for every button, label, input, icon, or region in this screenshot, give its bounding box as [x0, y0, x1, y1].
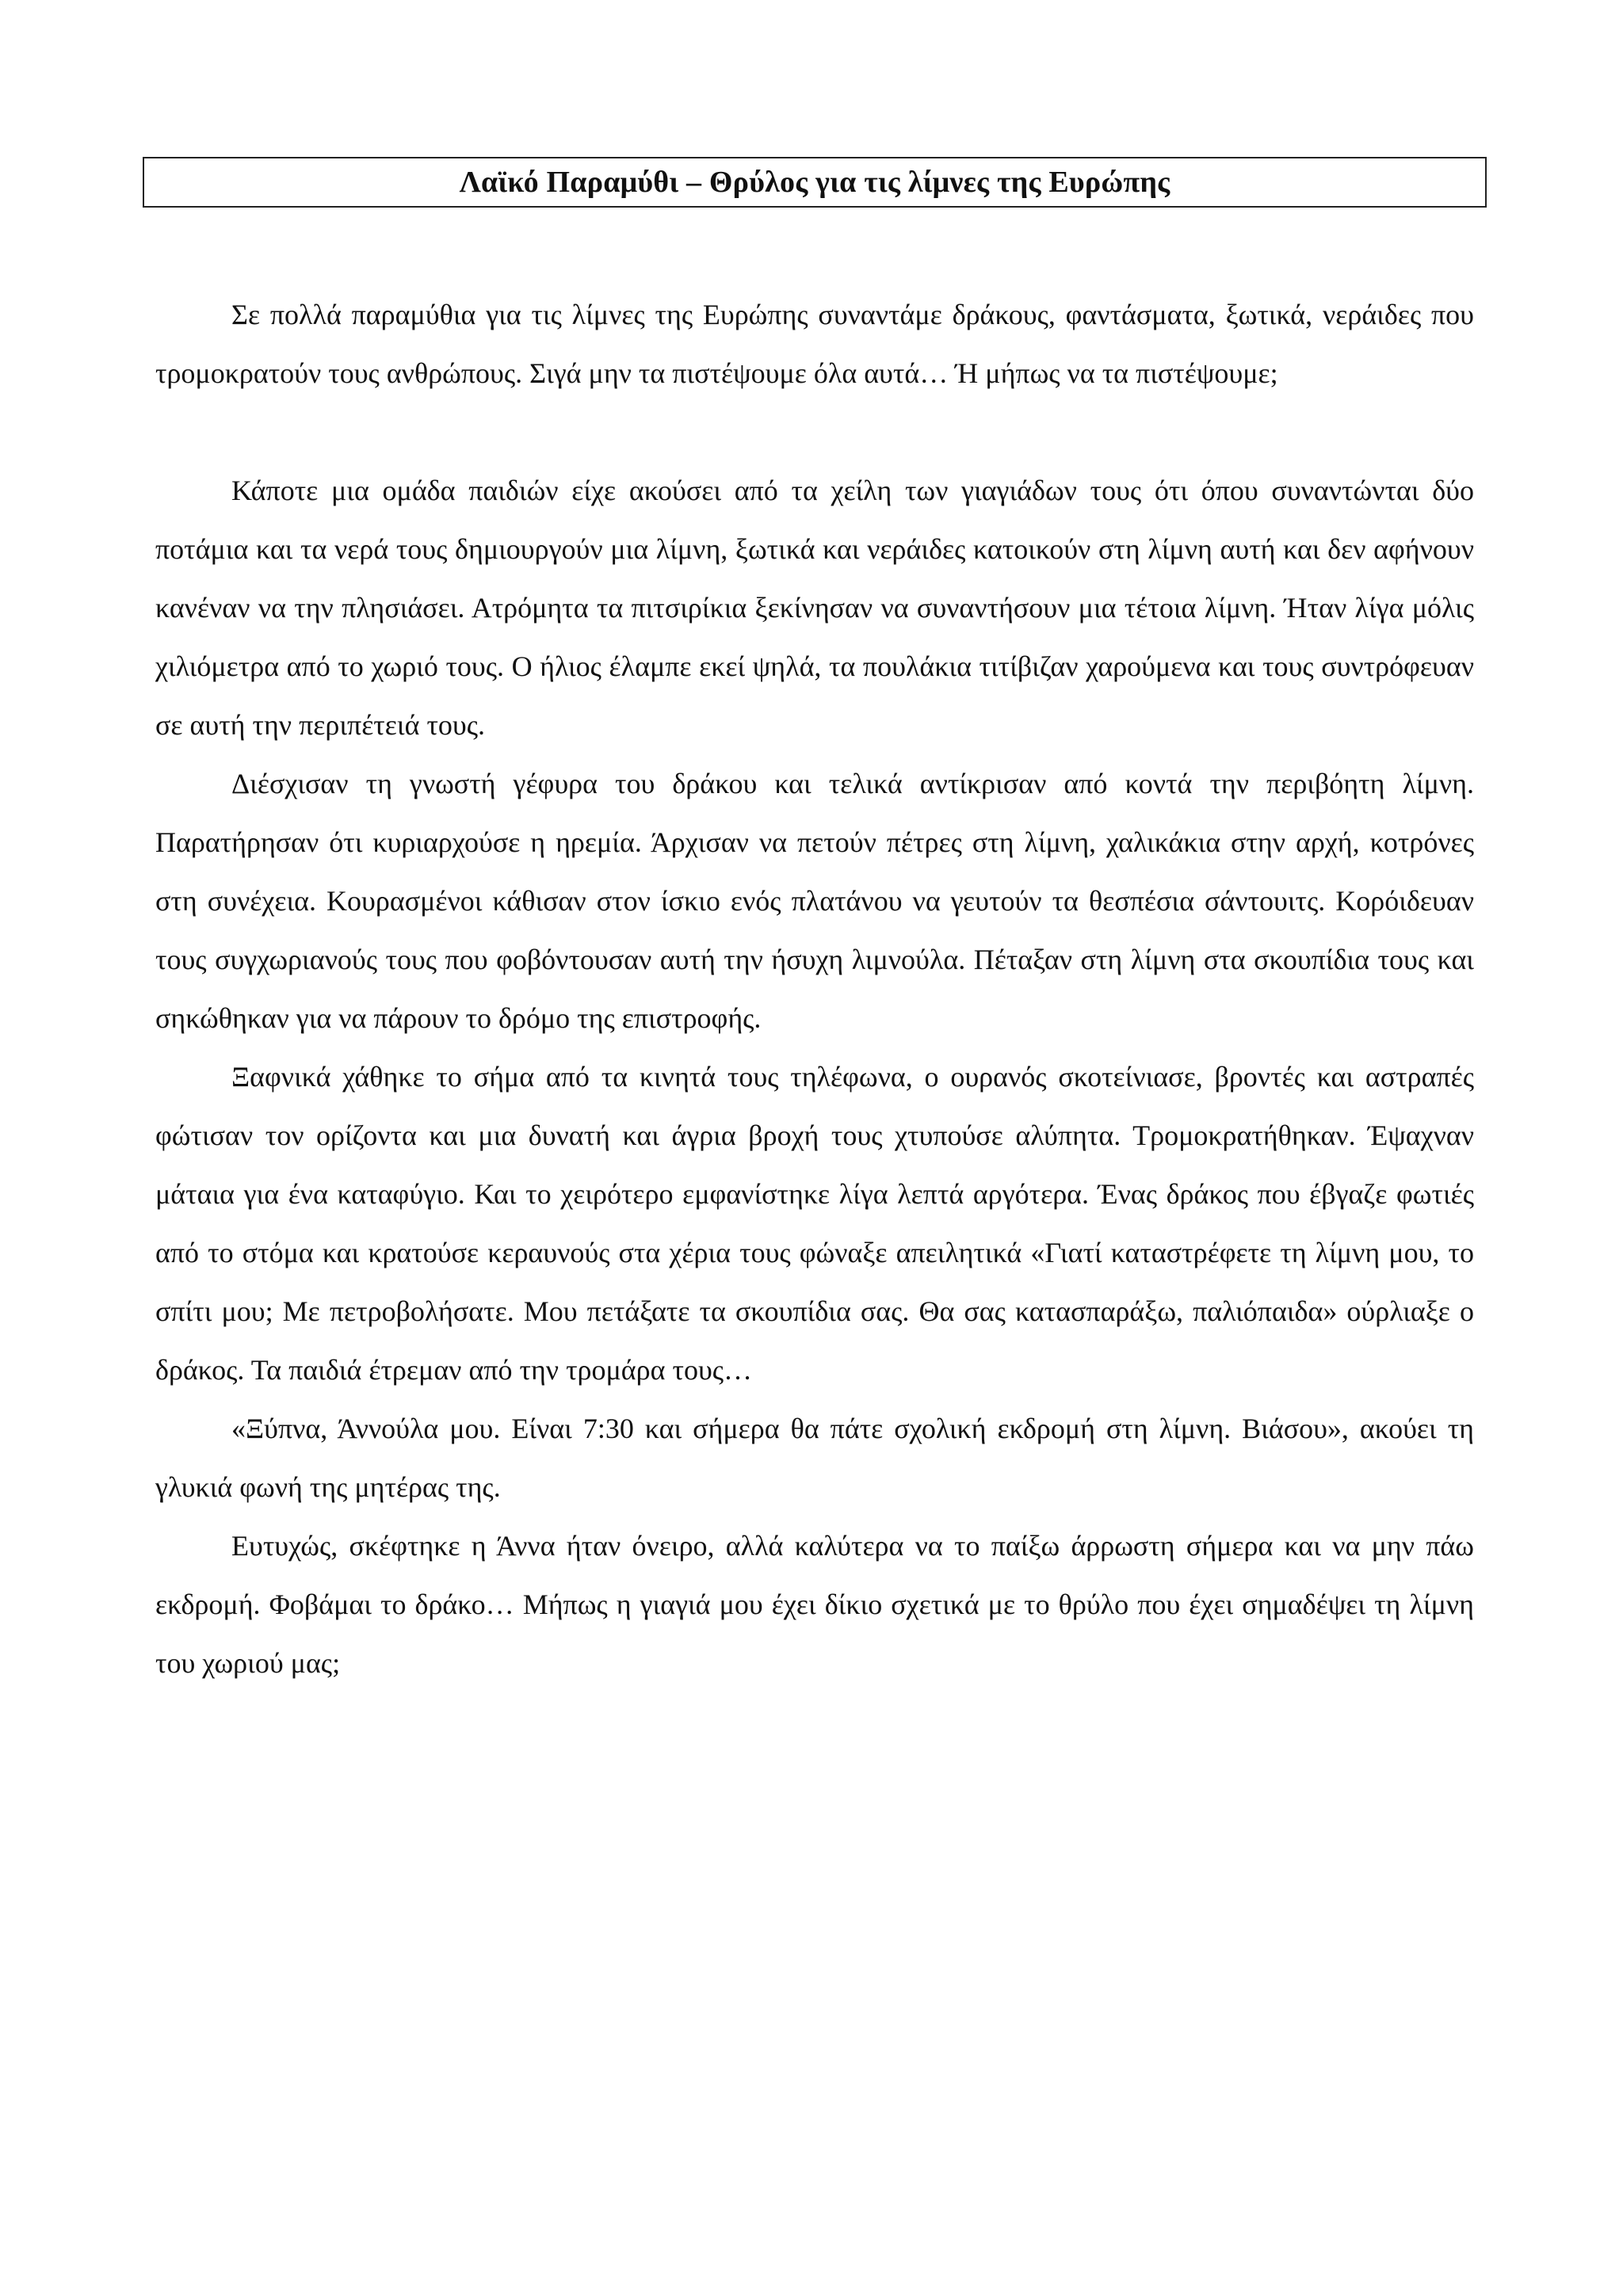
paragraph-lake-arrival: Διέσχισαν τη γνωστή γέφυρα του δράκου και τελικά αντίκρισαν από κοντά την περιβόητη λίμνη. Παρατήρησαν ότι κυριαρχούσε η ηρεμία. Άρχισαν να πετούν πέτρες στη λίμνη, χαλικάκια στην αρχή, κοτρόνες στη συνέχεια. Κουρασμένοι κάθισαν στον ίσκιο ενός πλατάνου να γευτούν τα θεσπέσια σάντουιτς. Κορόιδευαν τους συγχωριανούς τους που φοβόντουσαν αυτή την ήσυχη λιμνούλα. Πέταξαν στη λίμνη στα σκουπίδια τους και σηκώθηκαν για να πάρουν το δρόμο της επιστροφής. [155, 768, 1474, 1034]
document-body [155, 285, 1474, 1692]
title-box [143, 157, 1487, 208]
paragraph-dragon-appears: Ξαφνικά χάθηκε το σήμα από τα κινητά τους τηλέφωνα, ο ουρανός σκοτείνιασε, βροντές και αστραπές φώτισαν τον ορίζοντα και μια δυνατή και άγρια βροχή τους χτυπούσε αλύπητα. Τρομοκρατήθηκαν. Έψαχναν μάταια για ένα καταφύγιο. Και το χειρότερο εμφανίστηκε λίγα λεπτά αργότερα. Ένας δράκος που έβγαζε φωτιές από το στόμα και κρατούσε κεραυνούς στα χέρια τους φώναξε απειλητικά «Γιατί καταστρέφετε τη λίμνη μου, το σπίτι μου; Με πετροβολήσατε. Μου πετάξατε τα σκουπίδια σας. Θα σας κατασπαράξω, παλιόπαιδα» ούρλιαξε ο δράκος. Τα παιδιά έτρεμαν από την τρομάρα τους… [155, 1061, 1474, 1386]
paragraph-wake-up: «Ξύπνα, Άννούλα μου. Είναι 7:30 και σήμερα θα πάτε σχολική εκδρομή στη λίμνη. Βιάσου», ακούει τη γλυκιά φωνή της μητέρας της. [155, 1413, 1474, 1503]
paragraph-children-journey: Κάποτε μια ομάδα παιδιών είχε ακούσει από τα χείλη των γιαγιάδων τους ότι όπου συναντώνται δύο ποτάμια και τα νερά τους δημιουργούν μια λίμνη, ξωτικά και νεράιδες κατοικούν στη λίμνη αυτή και δεν αφήνουν κανέναν να την πλησιάσει. Ατρόμητα τα πιτσιρίκια ξεκίνησαν να συναντήσουν μια τέτοια λίμνη. Ήταν λίγα μόλις χιλιόμετρα από το χωριό τους. Ο ήλιος έλαμπε εκεί ψηλά, τα πουλάκια τιτίβιζαν χαρούμενα και τους συντρόφευαν σε αυτή την περιπέτειά τους. [155, 475, 1474, 741]
paragraph-intro: Σε πολλά παραμύθια για τις λίμνες της Ευρώπης συναντάμε δράκους, φαντάσματα, ξωτικά, νεράιδες που τρομοκρατούν τους ανθρώπους. Σιγά μην τα πιστέψουμε όλα αυτά… Ή μήπως να τα πιστέψουμε; [155, 299, 1474, 389]
paragraph-ending: Ευτυχώς, σκέφτηκε η Άννα ήταν όνειρο, αλλά καλύτερα να το παίξω άρρωστη σήμερα και να μην πάω εκδρομή. Φοβάμαι το δράκο… Μήπως η γιαγιά μου έχει δίκιο σχετικά με το θρύλο που έχει σημαδέψει τη λίμνη του χωριού μας; [155, 1530, 1474, 1679]
document-title: Λαϊκό Παραμύθι – Θρύλος για τις λίμνες της Ευρώπης [459, 166, 1170, 199]
